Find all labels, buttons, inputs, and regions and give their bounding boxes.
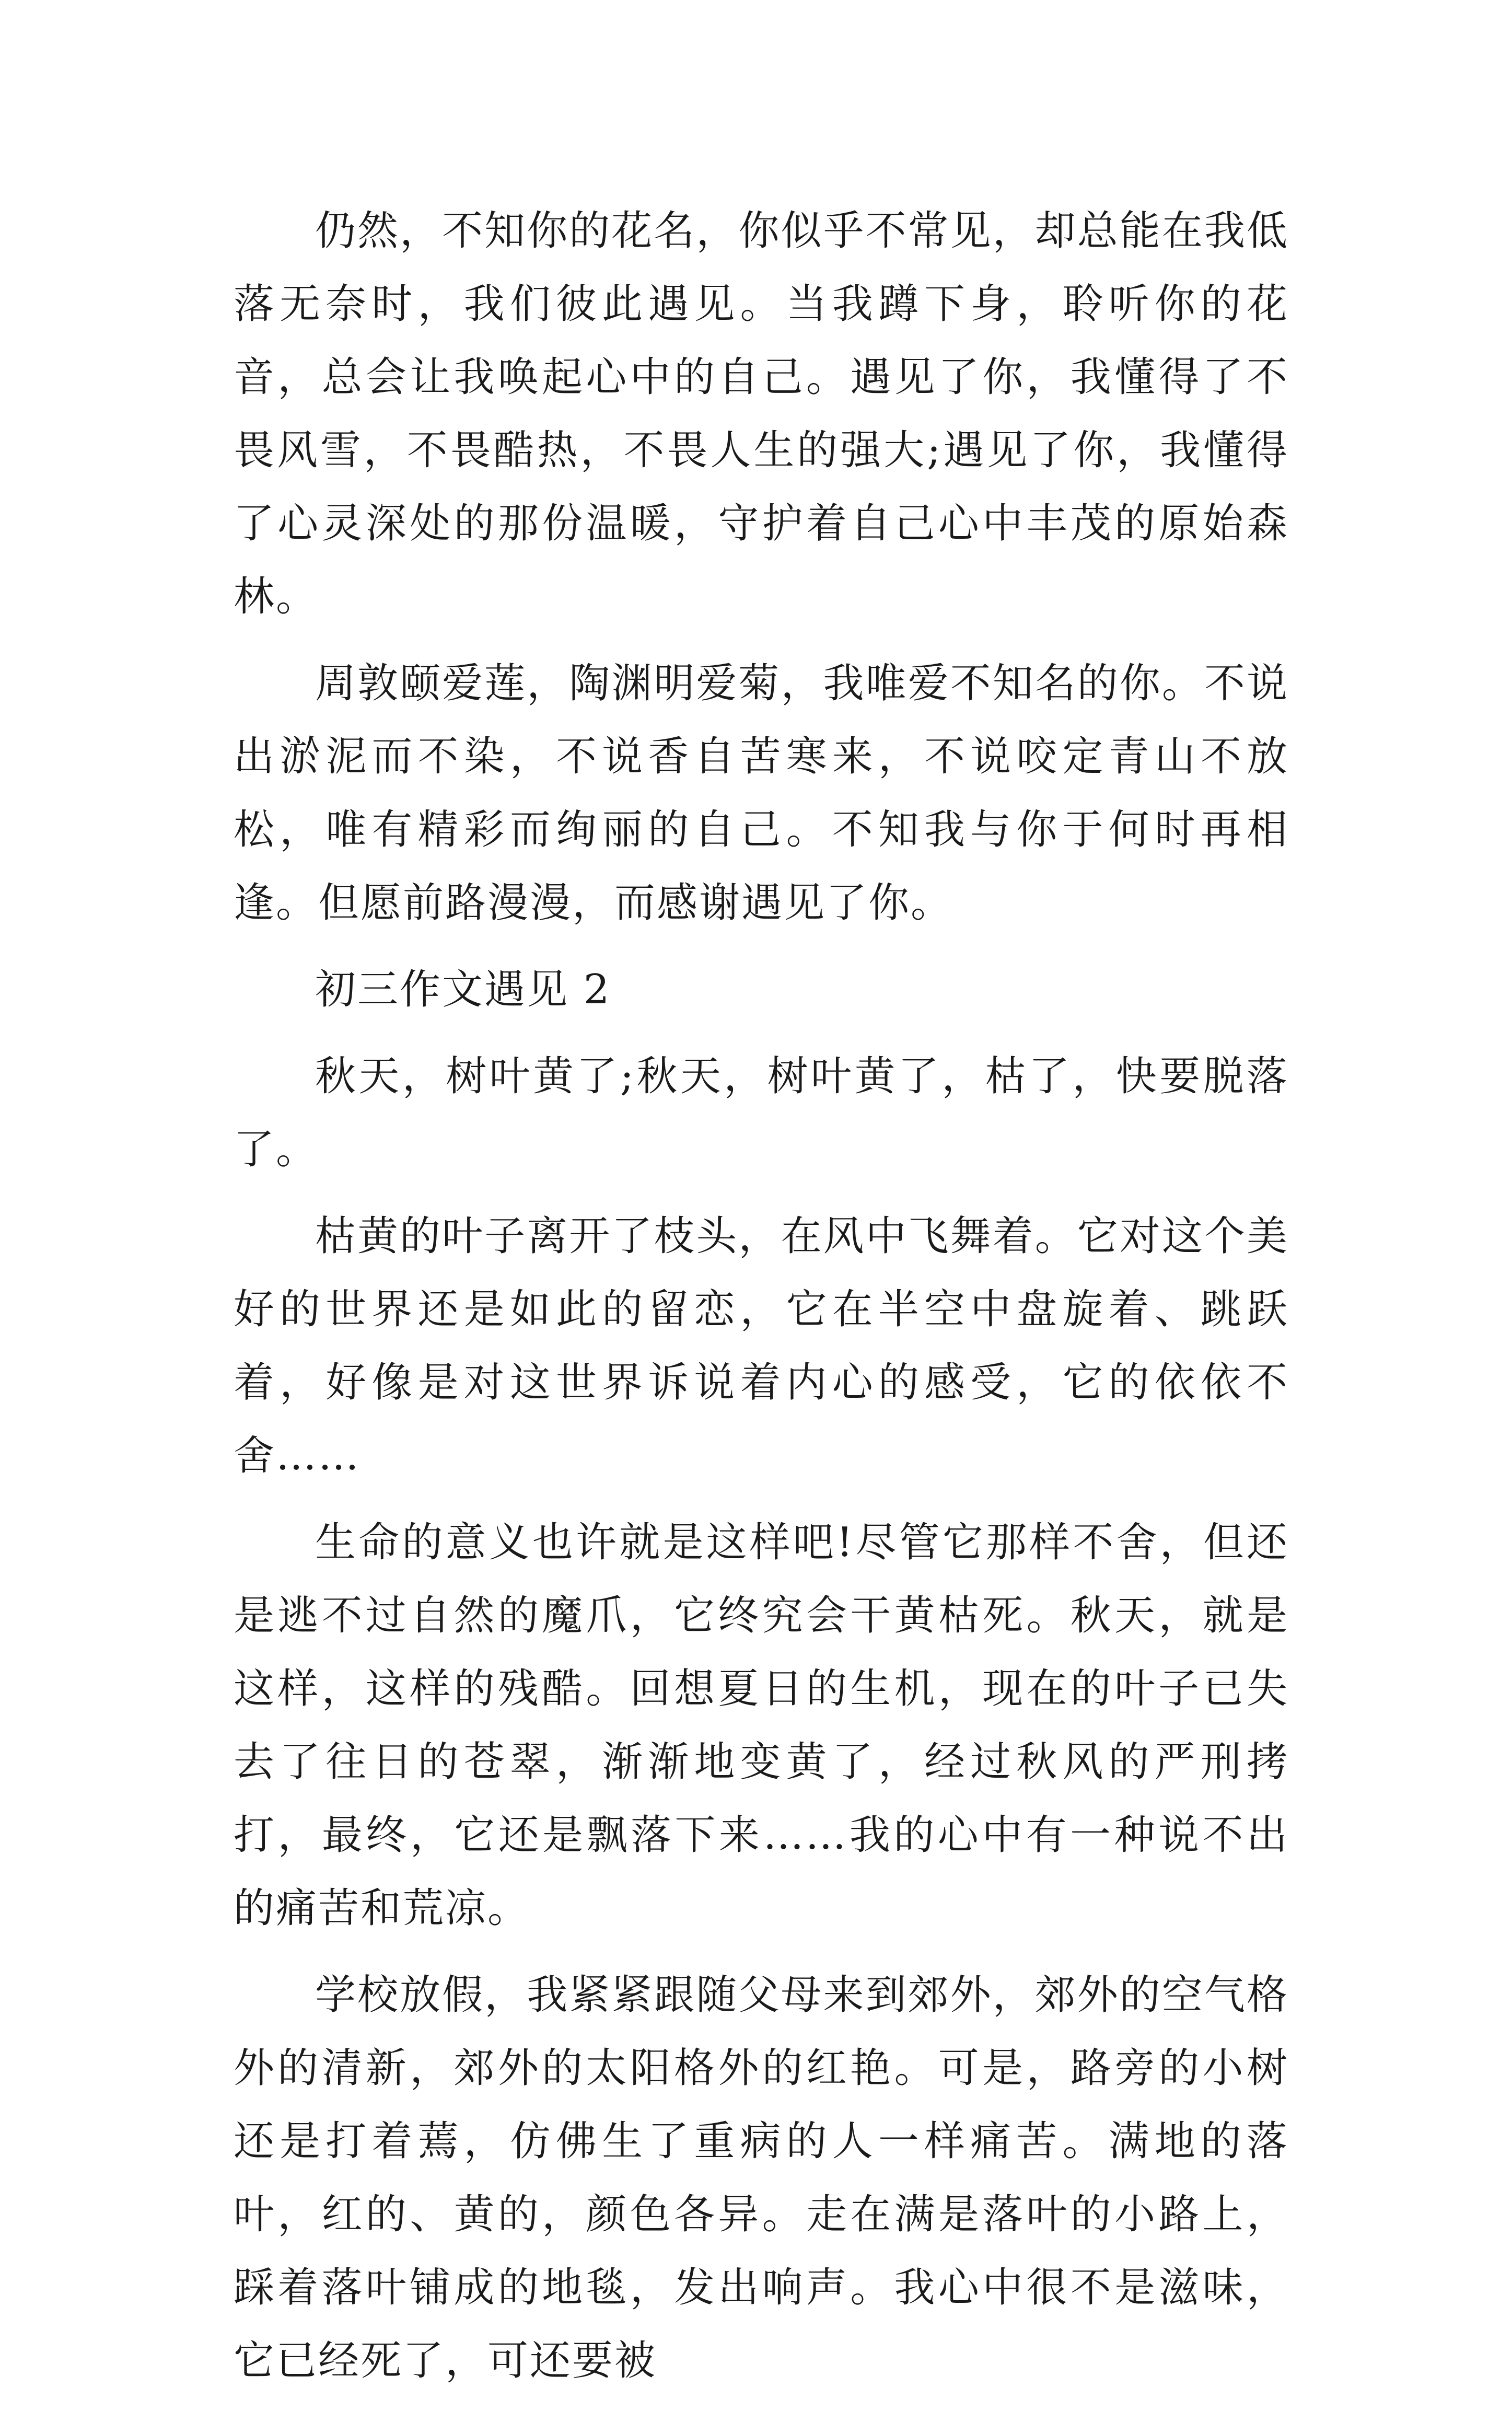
document-body <box>234 194 1289 2411</box>
paragraph-4: 枯黄的叶子离开了枝头，在风中飞舞着。它对这个美好的世界还是如此的留恋，它在半空中盘旋着、跳跃着，好像是对这世界诉说着内心的感受，它的依依不舍…… <box>234 1213 1289 1479</box>
essay-heading: 初三作文遇见 2 <box>315 966 611 1013</box>
paragraph-3: 秋天，树叶黄了;秋天，树叶黄了，枯了，快要脱落了。 <box>234 1053 1289 1173</box>
paragraph-1: 仍然，不知你的花名，你似乎不常见，却总能在我低落无奈时，我们彼此遇见。当我蹲下身，聆听你的花音，总会让我唤起心中的自己。遇见了你，我懂得了不畏风雪，不畏酷热，不畏人生的强大;遇见了你，我懂得了心灵深处的那份温暖，守护着自己心中丰茂的原始森林。 <box>234 207 1289 620</box>
paragraph-6: 学校放假，我紧紧跟随父母来到郊外，郊外的空气格外的清新，郊外的太阳格外的红艳。可是，路旁的小树还是打着蔫，仿佛生了重病的人一样痛苦。满地的落叶，红的、黄的，颜色各异。走在满是落叶的小路上，踩着落叶铺成的地毯，发出响声。我心中很不是滋味，它已经死了，可还要被 <box>234 1972 1289 2384</box>
paragraph-2: 周敦颐爱莲，陶渊明爱菊，我唯爱不知名的你。不说出淤泥而不染，不说香自苦寒来，不说咬定青山不放松，唯有精彩而绚丽的自己。不知我与你于何时再相逢。但愿前路漫漫，而感谢遇见了你。 <box>234 660 1289 926</box>
paragraph-5: 生命的意义也许就是这样吧!尽管它那样不舍，但还是逃不过自然的魔爪，它终究会干黄枯死。秋天，就是这样，这样的残酷。回想夏日的生机，现在的叶子已失去了往日的苍翠，渐渐地变黄了，经过秋风的严刑拷打，最终，它还是飘落下来……我的心中有一种说不出的痛苦和荒凉。 <box>234 1519 1289 1932</box>
